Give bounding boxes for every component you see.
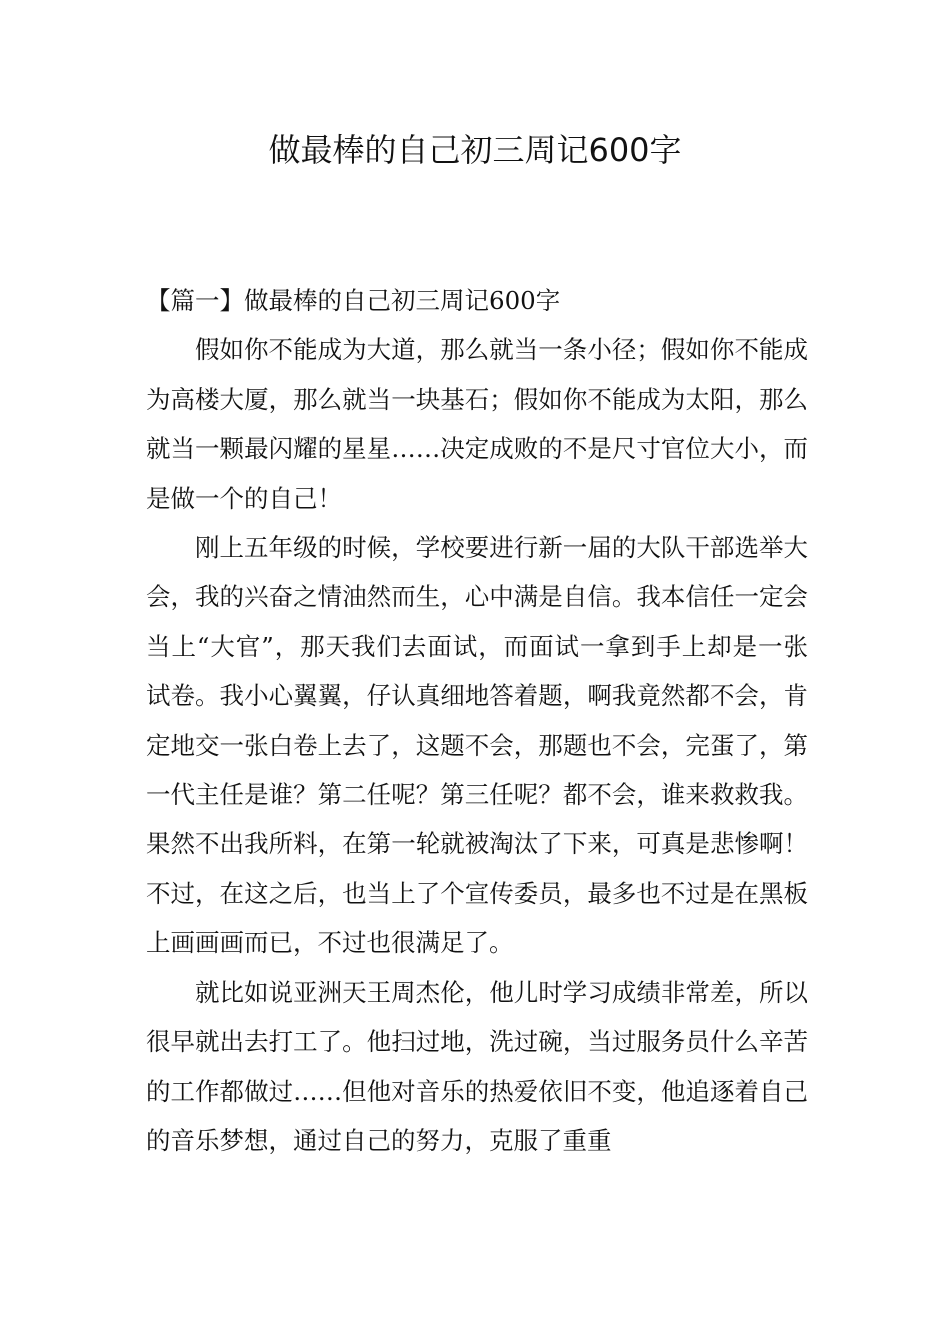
paragraph-3: 就比如说亚洲天王周杰伦，他儿时学习成绩非常差，所以很早就出去打工了。他扫过地，洗过碗，当过服务员什么辛苦的工作都做过……但他对音乐的热爱依旧不变，他追逐着自己的音乐梦想，通过自己的努力，克服了重重 bbox=[146, 977, 808, 1155]
document-body bbox=[146, 276, 808, 1165]
paragraph-1: 假如你不能成为大道，那么就当一条小径；假如你不能成为高楼大厦，那么就当一块基石；假如你不能成为太阳，那么就当一颗最闪耀的星星……决定成败的不是尺寸官位大小，而是做一个的自己！ bbox=[146, 335, 808, 513]
paragraph-2: 刚上五年级的时候，学校要进行新一届的大队干部选举大会，我的兴奋之情油然而生，心中满是自信。我本信任一定会当上“大官”，那天我们去面试，而面试一拿到手上却是一张试卷。我小心翼翼，仔认真细地答着题，啊我竟然都不会，肯定地交一张白卷上去了，这题不会，那题也不会，完蛋了，第一代主任是谁？第二任呢？第三任呢？都不会，谁来救救我。果然不出我所料，在第一轮就被淘汰了下来，可真是悲惨啊！不过，在这之后，也当上了个宣传委员，最多也不过是在黑板上画画画而已，不过也很满足了。 bbox=[146, 533, 808, 958]
section-heading: 【篇一】做最棒的自己初三周记600字 bbox=[146, 286, 561, 315]
document-title: 做最棒的自己初三周记600字 bbox=[268, 131, 682, 169]
